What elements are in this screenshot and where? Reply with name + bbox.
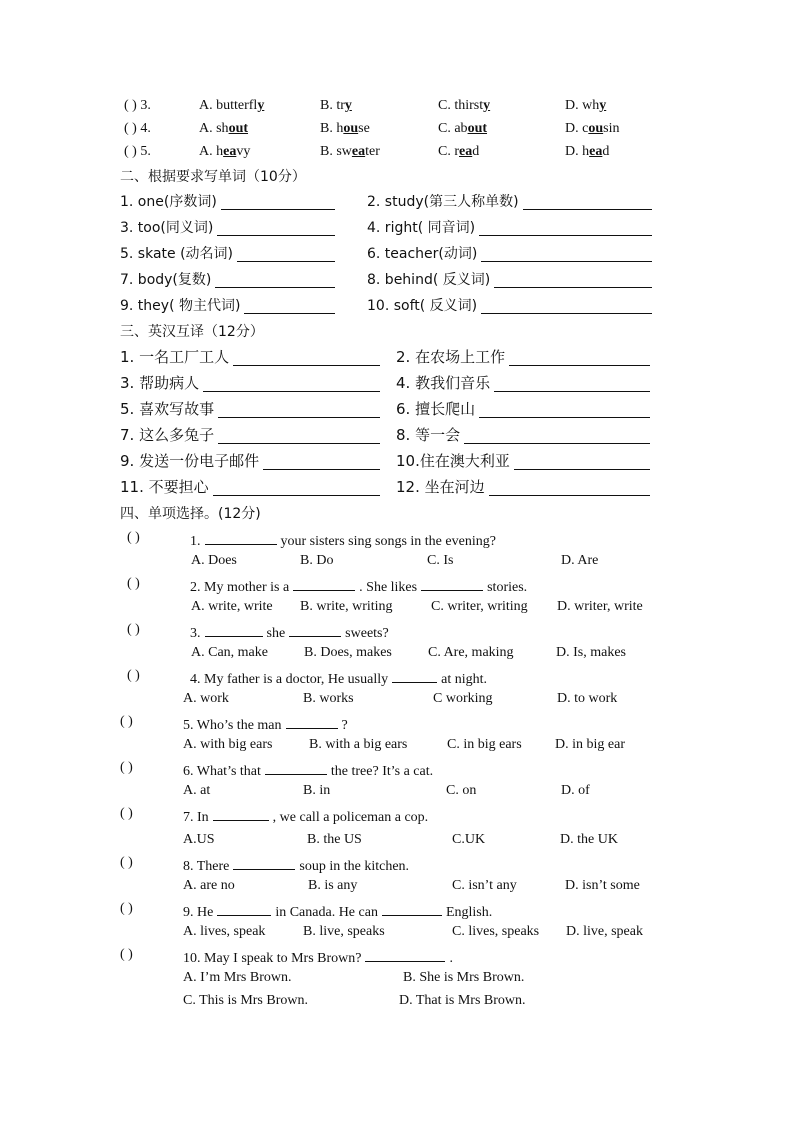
translation-item (396, 374, 490, 392)
question-answer-bracket[interactable]: ( ) (120, 806, 133, 821)
stem-blank[interactable] (217, 901, 271, 916)
question-answer-bracket[interactable]: ( ) (127, 622, 140, 637)
stem-text: she (266, 626, 286, 641)
choice-option[interactable]: D. That is Mrs Brown. (399, 993, 526, 1008)
stem-blank[interactable] (382, 901, 442, 916)
answer-blank[interactable] (494, 273, 652, 288)
question-stem (183, 901, 492, 921)
option-prefix: A. sh (199, 121, 229, 136)
choice-option[interactable]: D. writer, write (557, 599, 643, 614)
question-answer-bracket[interactable]: ( ) (120, 947, 133, 962)
answer-blank[interactable] (203, 377, 380, 392)
translation-item (396, 426, 460, 444)
choice-option[interactable]: B. write, writing (300, 599, 393, 614)
word-form-item (120, 245, 233, 263)
section2-title: 二、根据要求写单词（10分） (120, 169, 306, 185)
option-prefix: A. h (199, 144, 224, 159)
choice-option[interactable]: B. Does, makes (304, 645, 392, 660)
word-form-prompt: 6. teacher(动词) (367, 246, 478, 262)
word-form-prompt: 1. one(序数词) (120, 194, 217, 210)
word-form-item (120, 271, 211, 289)
stem-text: 8. There (183, 859, 230, 874)
option-sound: ea (589, 144, 603, 159)
translation-item (120, 426, 214, 444)
choice-option[interactable]: D. isn’t some (565, 878, 640, 893)
phonics-option[interactable] (320, 97, 352, 115)
option-suffix: d (602, 144, 610, 159)
phonics-option[interactable] (565, 120, 619, 138)
option-prefix: A. butterfl (199, 98, 258, 113)
stem-text: 3. (190, 626, 201, 641)
translation-prompt: 6. 擅长爬山 (396, 400, 476, 418)
word-form-item (367, 245, 477, 263)
option-prefix: D. c (565, 121, 589, 136)
translation-item (396, 348, 505, 366)
stem-text: sweets? (345, 626, 389, 641)
word-form-item (367, 219, 475, 237)
phonics-question-number: ( ) 4. (124, 121, 151, 136)
option-prefix: D. wh (565, 98, 600, 113)
choice-option[interactable]: B. the US (307, 832, 362, 847)
stem-text: 7. In (183, 810, 209, 825)
translation-item (396, 452, 510, 470)
phonics-option[interactable] (438, 97, 490, 115)
choice-option[interactable]: A. Does (191, 553, 237, 568)
answer-blank[interactable] (489, 481, 650, 496)
translation-prompt: 11. 不要担心 (120, 478, 209, 496)
question-answer-bracket[interactable]: ( ) (120, 855, 133, 870)
stem-blank[interactable] (289, 622, 341, 637)
stem-text: 1. (190, 534, 201, 549)
translation-item (396, 478, 485, 496)
choice-option[interactable]: C. lives, speaks (452, 924, 540, 939)
choice-option[interactable]: B. live, speaks (303, 924, 385, 939)
word-form-item (367, 297, 477, 315)
option-sound: y (344, 98, 352, 113)
choice-option[interactable]: B. works (303, 691, 354, 706)
stem-blank[interactable] (392, 668, 437, 683)
choice-option[interactable]: C. isn’t any (452, 878, 517, 893)
translation-prompt: 8. 等一会 (396, 426, 461, 444)
word-form-item (367, 193, 519, 211)
option-sound: y (257, 98, 265, 113)
phonics-option[interactable] (199, 97, 264, 115)
answer-blank[interactable] (244, 299, 335, 314)
phonics-option[interactable] (438, 120, 487, 138)
stem-text: 2. My mother is a (190, 580, 290, 595)
option-suffix: vy (236, 144, 251, 159)
option-suffix: se (358, 121, 370, 136)
option-suffix: sin (603, 121, 620, 136)
answer-blank[interactable] (479, 221, 652, 236)
answer-blank[interactable] (464, 429, 650, 444)
phonics-question-number: ( ) 3. (124, 98, 151, 113)
translation-prompt: 4. 教我们音乐 (396, 374, 491, 392)
word-form-prompt: 10. soft( 反义词) (367, 298, 478, 314)
answer-blank[interactable] (217, 221, 335, 236)
section4-title: 四、单项选择。(12分) (120, 506, 261, 522)
stem-text: 4. My father is a doctor, He usually (190, 672, 389, 687)
choice-option[interactable]: D. Are (561, 553, 599, 568)
stem-text: , we call a policeman a cop. (272, 810, 429, 825)
choice-option[interactable]: D. Is, makes (556, 645, 626, 660)
choice-option[interactable]: C. Are, making (428, 645, 514, 660)
answer-blank[interactable] (494, 377, 650, 392)
stem-blank[interactable] (205, 622, 263, 637)
option-sound: y (483, 98, 491, 113)
choice-option[interactable]: A.US (183, 832, 215, 847)
choice-option[interactable]: A. lives, speak (183, 924, 266, 939)
phonics-question-number: ( ) 5. (124, 144, 151, 159)
option-prefix: B. tr (320, 98, 345, 113)
translation-prompt: 3. 帮助病人 (120, 374, 200, 392)
choice-option[interactable]: C.UK (452, 832, 486, 847)
stem-blank[interactable] (205, 530, 277, 545)
stem-blank[interactable] (365, 947, 445, 962)
choice-option[interactable]: D. live, speak (566, 924, 643, 939)
choice-option[interactable]: A. write, write (191, 599, 273, 614)
word-form-item (120, 297, 240, 315)
option-suffix: d (472, 144, 480, 159)
question-stem (190, 576, 527, 596)
word-form-item (120, 193, 217, 211)
stem-text: in Canada. He can (275, 905, 378, 920)
answer-blank[interactable] (479, 403, 650, 418)
choice-option[interactable]: D. the UK (560, 832, 618, 847)
choice-option[interactable]: B. Do (300, 553, 334, 568)
option-sound: y (599, 98, 607, 113)
stem-text: . (449, 951, 453, 966)
answer-blank[interactable] (237, 247, 335, 262)
choice-option[interactable]: C. This is Mrs Brown. (183, 993, 308, 1008)
word-form-prompt: 5. skate (动名词) (120, 246, 234, 262)
word-form-prompt: 3. too(同义词) (120, 220, 214, 236)
phonics-option[interactable] (438, 143, 479, 161)
choice-option[interactable]: C. writer, writing (431, 599, 528, 614)
answer-blank[interactable] (218, 429, 380, 444)
word-form-prompt: 8. behind( 反义词) (367, 272, 491, 288)
option-suffix: ter (365, 144, 380, 159)
question-answer-bracket[interactable]: ( ) (127, 668, 140, 683)
stem-text: your sisters sing songs in the evening? (280, 534, 496, 549)
question-stem (190, 622, 389, 642)
stem-text: 10. May I speak to Mrs Brown? (183, 951, 362, 966)
option-prefix: D. h (565, 144, 590, 159)
option-sound: ou (343, 121, 359, 136)
question-stem (183, 806, 428, 826)
choice-option[interactable]: C working (433, 691, 493, 706)
stem-text: at night. (441, 672, 488, 687)
translation-item (120, 400, 214, 418)
phonics-option[interactable] (565, 143, 609, 161)
word-form-prompt: 9. they( 物主代词) (120, 298, 241, 314)
translation-item (120, 374, 199, 392)
option-prefix: B. h (320, 121, 344, 136)
answer-blank[interactable] (481, 247, 652, 262)
translation-prompt: 9. 发送一份电子邮件 (120, 452, 260, 470)
option-sound: out (228, 121, 249, 136)
answer-blank[interactable] (481, 299, 652, 314)
stem-text: stories. (487, 580, 528, 595)
translation-prompt: 1. 一名工厂工人 (120, 348, 230, 366)
answer-blank[interactable] (215, 273, 335, 288)
stem-text: soup in the kitchen. (299, 859, 410, 874)
option-sound: ea (459, 144, 473, 159)
option-sound: ou (588, 121, 604, 136)
choice-option[interactable]: C. on (446, 783, 477, 798)
answer-blank[interactable] (514, 455, 650, 470)
answer-blank[interactable] (509, 351, 650, 366)
phonics-option[interactable] (199, 143, 250, 161)
section3-title: 三、英汉互译（12分） (120, 324, 264, 340)
choice-option[interactable]: D. of (561, 783, 590, 798)
word-form-item (367, 271, 490, 289)
option-prefix: C. ab (438, 121, 468, 136)
question-stem (190, 668, 487, 688)
question-stem (183, 947, 453, 967)
word-form-prompt: 4. right( 同音词) (367, 220, 476, 236)
choice-option[interactable]: A. work (183, 691, 229, 706)
option-sound: ea (223, 144, 237, 159)
choice-option[interactable]: B. She is Mrs Brown. (403, 970, 525, 985)
stem-text: 9. He (183, 905, 214, 920)
stem-text: ? (341, 718, 348, 733)
translation-prompt: 10.住在澳大利亚 (396, 452, 510, 470)
option-sound: out (467, 121, 488, 136)
translation-item (120, 478, 209, 496)
translation-item (120, 452, 259, 470)
choice-option[interactable]: A. at (183, 783, 211, 798)
translation-item (120, 348, 229, 366)
stem-text: the tree? It’s a cat. (330, 764, 434, 779)
stem-text: . She likes (359, 580, 418, 595)
word-form-item (120, 219, 213, 237)
option-prefix: C. r (438, 144, 459, 159)
translation-prompt: 2. 在农场上工作 (396, 348, 506, 366)
stem-text: 5. Who’s the man (183, 718, 282, 733)
choice-option[interactable]: A. I’m Mrs Brown. (183, 970, 292, 985)
choice-option[interactable]: C. Is (427, 553, 454, 568)
question-stem (183, 855, 409, 875)
choice-option[interactable]: B. is any (308, 878, 358, 893)
choice-option[interactable]: A. with big ears (183, 737, 273, 752)
phonics-option[interactable] (199, 120, 248, 138)
phonics-option[interactable] (565, 97, 606, 115)
translation-prompt: 12. 坐在河边 (396, 478, 485, 496)
answer-blank[interactable] (523, 195, 652, 210)
stem-blank[interactable] (293, 576, 355, 591)
stem-blank[interactable] (286, 714, 338, 729)
choice-option[interactable]: A. Can, make (191, 645, 268, 660)
option-sound: ea (351, 144, 366, 159)
question-stem (190, 530, 496, 550)
choice-option[interactable]: B. in (303, 783, 331, 798)
question-answer-bracket[interactable]: ( ) (127, 576, 140, 591)
stem-blank[interactable] (233, 855, 295, 870)
question-answer-bracket[interactable]: ( ) (120, 901, 133, 916)
choice-option[interactable]: A. are no (183, 878, 235, 893)
answer-blank[interactable] (218, 403, 380, 418)
stem-blank[interactable] (213, 806, 269, 821)
choice-option[interactable]: D. to work (557, 691, 618, 706)
translation-item (396, 400, 475, 418)
translation-prompt: 5. 喜欢写故事 (120, 400, 215, 418)
choice-option[interactable]: C. in big ears (447, 737, 522, 752)
word-form-prompt: 7. body(复数) (120, 272, 212, 288)
question-answer-bracket[interactable]: ( ) (120, 760, 133, 775)
phonics-option[interactable] (320, 120, 370, 138)
option-prefix: B. sw (320, 144, 352, 159)
translation-prompt: 7. 这么多兔子 (120, 426, 215, 444)
choice-option[interactable]: B. with a big ears (309, 737, 408, 752)
option-prefix: C. thirst (438, 98, 484, 113)
question-answer-bracket[interactable]: ( ) (127, 530, 140, 545)
choice-option[interactable]: D. in big ear (555, 737, 625, 752)
phonics-option[interactable] (320, 143, 380, 161)
word-form-prompt: 2. study(第三人称单数) (367, 194, 519, 210)
stem-blank[interactable] (265, 760, 327, 775)
answer-blank[interactable] (233, 351, 380, 366)
question-stem (183, 760, 433, 780)
question-stem (183, 714, 348, 734)
answer-blank[interactable] (213, 481, 380, 496)
answer-blank[interactable] (263, 455, 380, 470)
answer-blank[interactable] (221, 195, 335, 210)
stem-text: English. (445, 905, 493, 920)
question-answer-bracket[interactable]: ( ) (120, 714, 133, 729)
stem-blank[interactable] (421, 576, 483, 591)
stem-text: 6. What’s that (183, 764, 261, 779)
